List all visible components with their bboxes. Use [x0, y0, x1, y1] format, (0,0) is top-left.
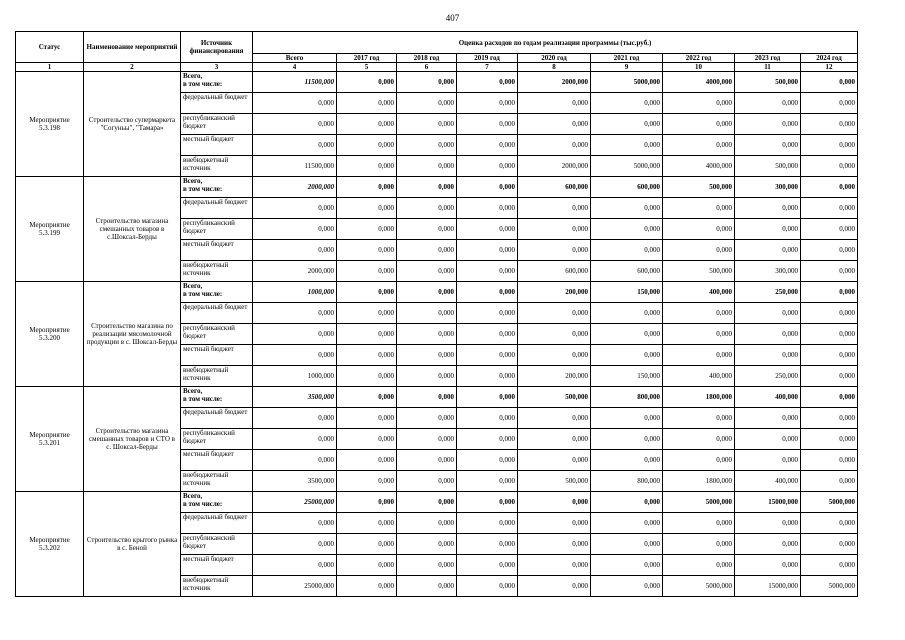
amount-cell: 400,000: [663, 282, 735, 303]
amount-cell: 0,000: [801, 177, 858, 198]
amount-cell: 0,000: [591, 135, 663, 156]
amount-cell: 0,000: [801, 93, 858, 114]
amount-cell: 0,000: [591, 576, 663, 597]
amount-cell: 0,000: [518, 240, 591, 261]
amount-cell: 0,000: [253, 324, 337, 345]
amount-cell: 0,000: [518, 555, 591, 576]
amount-cell: 0,000: [801, 156, 858, 177]
amount-cell: 0,000: [457, 282, 518, 303]
amount-cell: 0,000: [663, 534, 735, 555]
column-number: 1: [16, 63, 84, 72]
funding-source-cell: внебюджетный источник: [181, 156, 253, 177]
amount-cell: 0,000: [735, 114, 801, 135]
funding-source-cell: республиканский бюджет: [181, 324, 253, 345]
amount-cell: 0,000: [801, 219, 858, 240]
amount-cell: 0,000: [337, 240, 397, 261]
table-row: [16, 282, 858, 303]
amount-cell: 0,000: [591, 534, 663, 555]
amount-cell: 0,000: [591, 303, 663, 324]
amount-cell: 0,000: [457, 219, 518, 240]
header-year-2021: 2021 год: [591, 54, 663, 63]
amount-cell: 3500,000: [253, 471, 337, 492]
header-year-2024: 2024 год: [801, 54, 858, 63]
amount-cell: 3500,000: [253, 387, 337, 408]
funding-source-cell: республиканский бюджет: [181, 114, 253, 135]
amount-cell: 0,000: [337, 72, 397, 93]
amount-cell: 0,000: [518, 408, 591, 429]
column-number: 7: [457, 63, 518, 72]
amount-cell: 0,000: [591, 198, 663, 219]
amount-cell: 0,000: [337, 114, 397, 135]
amount-cell: 0,000: [591, 219, 663, 240]
amount-cell: 25000,000: [253, 492, 337, 513]
table-row: [16, 387, 858, 408]
amount-cell: 0,000: [397, 303, 457, 324]
amount-cell: 0,000: [337, 177, 397, 198]
amount-cell: 0,000: [801, 429, 858, 450]
amount-cell: 0,000: [735, 408, 801, 429]
table-row: [16, 72, 858, 93]
amount-cell: 0,000: [663, 345, 735, 366]
amount-cell: 0,000: [337, 429, 397, 450]
amount-cell: 0,000: [801, 387, 858, 408]
column-number: 3: [181, 63, 253, 72]
header-source: Источник финансирования: [181, 32, 253, 63]
column-numbers-row: [16, 63, 858, 72]
amount-cell: 0,000: [801, 261, 858, 282]
amount-cell: 0,000: [663, 555, 735, 576]
amount-cell: 0,000: [253, 240, 337, 261]
amount-cell: 0,000: [397, 240, 457, 261]
header-year-2019: 2019 год: [457, 54, 518, 63]
amount-cell: 4000,000: [663, 156, 735, 177]
amount-cell: 0,000: [397, 555, 457, 576]
status-cell: Мероприятие 5.3.201: [16, 387, 84, 492]
amount-cell: 0,000: [801, 303, 858, 324]
amount-cell: 5000,000: [801, 492, 858, 513]
amount-cell: 0,000: [337, 261, 397, 282]
status-cell: Мероприятие 5.3.199: [16, 177, 84, 282]
amount-cell: 150,000: [591, 282, 663, 303]
amount-cell: 0,000: [337, 408, 397, 429]
column-number: 4: [253, 63, 337, 72]
amount-cell: 0,000: [457, 93, 518, 114]
funding-source-cell: федеральный бюджет: [181, 303, 253, 324]
amount-cell: 0,000: [801, 282, 858, 303]
amount-cell: 15000,000: [735, 492, 801, 513]
amount-cell: 0,000: [591, 324, 663, 345]
funding-source-cell: Всего, в том числе:: [181, 492, 253, 513]
amount-cell: 0,000: [518, 93, 591, 114]
amount-cell: 0,000: [397, 387, 457, 408]
amount-cell: 0,000: [457, 576, 518, 597]
amount-cell: 0,000: [663, 219, 735, 240]
funding-source-cell: Всего, в том числе:: [181, 72, 253, 93]
amount-cell: 500,000: [518, 387, 591, 408]
funding-source-cell: республиканский бюджет: [181, 429, 253, 450]
amount-cell: 800,000: [591, 387, 663, 408]
funding-source-cell: федеральный бюджет: [181, 93, 253, 114]
amount-cell: 0,000: [397, 450, 457, 471]
header-status: Статус: [16, 32, 84, 63]
amount-cell: 0,000: [337, 156, 397, 177]
amount-cell: 0,000: [397, 534, 457, 555]
amount-cell: 0,000: [801, 72, 858, 93]
amount-cell: 0,000: [735, 135, 801, 156]
amount-cell: 200,000: [518, 282, 591, 303]
amount-cell: 0,000: [518, 450, 591, 471]
amount-cell: 0,000: [591, 345, 663, 366]
funding-source-cell: Всего, в том числе:: [181, 282, 253, 303]
amount-cell: 0,000: [801, 240, 858, 261]
amount-cell: 600,000: [518, 177, 591, 198]
amount-cell: 0,000: [591, 408, 663, 429]
amount-cell: 0,000: [801, 450, 858, 471]
column-number: 9: [591, 63, 663, 72]
amount-cell: 0,000: [397, 219, 457, 240]
column-number: 5: [337, 63, 397, 72]
funding-source-cell: внебюджетный источник: [181, 576, 253, 597]
header-year-2017: 2017 год: [337, 54, 397, 63]
amount-cell: 0,000: [735, 324, 801, 345]
amount-cell: 0,000: [457, 429, 518, 450]
amount-cell: 0,000: [457, 492, 518, 513]
amount-cell: 0,000: [457, 303, 518, 324]
header-name: Наименование мероприятий: [84, 32, 181, 63]
measure-name-cell: Строительство супермаркета "Согуньы", "Тамара»: [84, 72, 181, 177]
amount-cell: 0,000: [397, 114, 457, 135]
amount-cell: 15000,000: [735, 576, 801, 597]
status-cell: Мероприятие 5.3.200: [16, 282, 84, 387]
funding-source-cell: местный бюджет: [181, 450, 253, 471]
budget-table: [15, 31, 858, 597]
funding-source-cell: внебюджетный источник: [181, 261, 253, 282]
amount-cell: 0,000: [735, 555, 801, 576]
amount-cell: 0,000: [253, 534, 337, 555]
amount-cell: 0,000: [457, 408, 518, 429]
header-year-2018: 2018 год: [397, 54, 457, 63]
amount-cell: 0,000: [801, 513, 858, 534]
amount-cell: 0,000: [591, 450, 663, 471]
amount-cell: 0,000: [801, 408, 858, 429]
amount-cell: 1000,000: [253, 366, 337, 387]
amount-cell: 0,000: [397, 198, 457, 219]
amount-cell: 500,000: [735, 72, 801, 93]
amount-cell: 0,000: [663, 429, 735, 450]
header-estimate: Оценка расходов по годам реализации программы (тыс.руб.): [253, 32, 858, 54]
amount-cell: 0,000: [457, 72, 518, 93]
amount-cell: 1000,000: [253, 282, 337, 303]
amount-cell: 0,000: [735, 534, 801, 555]
amount-cell: 0,000: [397, 261, 457, 282]
amount-cell: 0,000: [337, 303, 397, 324]
amount-cell: 0,000: [457, 177, 518, 198]
column-number: 6: [397, 63, 457, 72]
amount-cell: 0,000: [663, 324, 735, 345]
amount-cell: 300,000: [735, 261, 801, 282]
amount-cell: 0,000: [337, 387, 397, 408]
measure-name-cell: Строительство крытого рынка в с. Беной: [84, 492, 181, 597]
measure-name-cell: Строительство магазина смешанных товаров и СТО в с. Шоксал-Берды: [84, 387, 181, 492]
amount-cell: 2000,000: [253, 261, 337, 282]
column-number: 11: [735, 63, 801, 72]
amount-cell: 0,000: [518, 345, 591, 366]
amount-cell: 800,000: [591, 471, 663, 492]
amount-cell: 4000,000: [663, 72, 735, 93]
amount-cell: 0,000: [591, 93, 663, 114]
amount-cell: 0,000: [518, 135, 591, 156]
amount-cell: 600,000: [591, 261, 663, 282]
amount-cell: 5000,000: [663, 492, 735, 513]
funding-source-cell: местный бюджет: [181, 345, 253, 366]
funding-source-cell: федеральный бюджет: [181, 513, 253, 534]
amount-cell: 0,000: [397, 576, 457, 597]
amount-cell: 25000,000: [253, 576, 337, 597]
amount-cell: 0,000: [663, 513, 735, 534]
table-row: [16, 492, 858, 513]
amount-cell: 0,000: [591, 240, 663, 261]
amount-cell: 0,000: [801, 114, 858, 135]
amount-cell: 0,000: [518, 429, 591, 450]
amount-cell: 0,000: [457, 345, 518, 366]
amount-cell: 0,000: [457, 450, 518, 471]
amount-cell: 0,000: [253, 429, 337, 450]
amount-cell: 0,000: [397, 135, 457, 156]
status-cell: Мероприятие 5.3.198: [16, 72, 84, 177]
measure-name-cell: Строительство магазина по реализации мясомолочной продукции в с. Шоксал-Берды: [84, 282, 181, 387]
column-number: 2: [84, 63, 181, 72]
amount-cell: 0,000: [735, 303, 801, 324]
funding-source-cell: федеральный бюджет: [181, 408, 253, 429]
amount-cell: 0,000: [397, 156, 457, 177]
amount-cell: 11500,000: [253, 156, 337, 177]
amount-cell: 0,000: [397, 513, 457, 534]
amount-cell: 0,000: [457, 366, 518, 387]
amount-cell: 0,000: [457, 513, 518, 534]
amount-cell: 0,000: [457, 114, 518, 135]
amount-cell: 0,000: [801, 324, 858, 345]
amount-cell: 5000,000: [663, 576, 735, 597]
amount-cell: 150,000: [591, 366, 663, 387]
amount-cell: 0,000: [518, 513, 591, 534]
funding-source-cell: Всего, в том числе:: [181, 177, 253, 198]
amount-cell: 0,000: [457, 387, 518, 408]
amount-cell: 500,000: [735, 156, 801, 177]
amount-cell: 0,000: [253, 93, 337, 114]
amount-cell: 0,000: [457, 471, 518, 492]
amount-cell: 300,000: [735, 177, 801, 198]
amount-cell: 600,000: [591, 177, 663, 198]
funding-source-cell: местный бюджет: [181, 240, 253, 261]
amount-cell: 0,000: [457, 156, 518, 177]
amount-cell: 0,000: [253, 345, 337, 366]
amount-cell: 0,000: [518, 534, 591, 555]
amount-cell: 0,000: [337, 534, 397, 555]
amount-cell: 0,000: [253, 450, 337, 471]
amount-cell: 0,000: [801, 135, 858, 156]
amount-cell: 0,000: [518, 576, 591, 597]
amount-cell: 0,000: [663, 198, 735, 219]
funding-source-cell: внебюджетный источник: [181, 471, 253, 492]
header-total: Всего: [253, 54, 337, 63]
amount-cell: 0,000: [457, 240, 518, 261]
amount-cell: 0,000: [253, 114, 337, 135]
amount-cell: 0,000: [663, 450, 735, 471]
amount-cell: 0,000: [663, 240, 735, 261]
amount-cell: 0,000: [591, 555, 663, 576]
amount-cell: 0,000: [457, 555, 518, 576]
amount-cell: 5000,000: [591, 156, 663, 177]
amount-cell: 0,000: [663, 135, 735, 156]
amount-cell: 0,000: [663, 303, 735, 324]
amount-cell: 0,000: [735, 198, 801, 219]
amount-cell: 5000,000: [591, 72, 663, 93]
column-number: 8: [518, 63, 591, 72]
amount-cell: 200,000: [518, 366, 591, 387]
amount-cell: 0,000: [457, 135, 518, 156]
status-cell: Мероприятие 5.3.202: [16, 492, 84, 597]
amount-cell: 500,000: [663, 177, 735, 198]
amount-cell: 1800,000: [663, 471, 735, 492]
amount-cell: 0,000: [591, 114, 663, 135]
amount-cell: 0,000: [253, 219, 337, 240]
amount-cell: 0,000: [735, 219, 801, 240]
amount-cell: 0,000: [518, 324, 591, 345]
amount-cell: 0,000: [337, 345, 397, 366]
amount-cell: 0,000: [801, 555, 858, 576]
amount-cell: 600,000: [518, 261, 591, 282]
amount-cell: 0,000: [397, 366, 457, 387]
amount-cell: 0,000: [397, 492, 457, 513]
amount-cell: 0,000: [337, 513, 397, 534]
funding-source-cell: республиканский бюджет: [181, 219, 253, 240]
funding-source-cell: Всего, в том числе:: [181, 387, 253, 408]
amount-cell: 0,000: [337, 282, 397, 303]
amount-cell: 0,000: [735, 513, 801, 534]
amount-cell: 0,000: [337, 135, 397, 156]
amount-cell: 0,000: [337, 555, 397, 576]
amount-cell: 0,000: [337, 198, 397, 219]
amount-cell: 0,000: [457, 261, 518, 282]
amount-cell: 0,000: [591, 513, 663, 534]
amount-cell: 400,000: [735, 387, 801, 408]
amount-cell: 0,000: [591, 492, 663, 513]
amount-cell: 0,000: [735, 93, 801, 114]
amount-cell: 250,000: [735, 366, 801, 387]
amount-cell: 2000,000: [518, 156, 591, 177]
page-number: 407: [445, 13, 460, 23]
header-year-2020: 2020 год: [518, 54, 591, 63]
column-number: 10: [663, 63, 735, 72]
amount-cell: 0,000: [801, 471, 858, 492]
amount-cell: 0,000: [457, 198, 518, 219]
amount-cell: 0,000: [663, 408, 735, 429]
amount-cell: 500,000: [663, 261, 735, 282]
funding-source-cell: местный бюджет: [181, 555, 253, 576]
amount-cell: 0,000: [253, 198, 337, 219]
amount-cell: 0,000: [591, 429, 663, 450]
amount-cell: 0,000: [735, 345, 801, 366]
funding-source-cell: федеральный бюджет: [181, 198, 253, 219]
amount-cell: 0,000: [735, 450, 801, 471]
measure-name-cell: Строительство магазина смешанных товаров в с.Шоксал-Берды: [84, 177, 181, 282]
amount-cell: 0,000: [663, 93, 735, 114]
amount-cell: 0,000: [801, 345, 858, 366]
amount-cell: 400,000: [735, 471, 801, 492]
header-year-2022: 2022 год: [663, 54, 735, 63]
column-number: 12: [801, 63, 858, 72]
amount-cell: 0,000: [397, 429, 457, 450]
funding-source-cell: местный бюджет: [181, 135, 253, 156]
amount-cell: 0,000: [457, 534, 518, 555]
amount-cell: 0,000: [735, 429, 801, 450]
amount-cell: 0,000: [801, 366, 858, 387]
amount-cell: 0,000: [253, 408, 337, 429]
amount-cell: 0,000: [801, 534, 858, 555]
amount-cell: 0,000: [663, 114, 735, 135]
amount-cell: 0,000: [337, 219, 397, 240]
amount-cell: 0,000: [518, 303, 591, 324]
funding-source-cell: внебюджетный источник: [181, 366, 253, 387]
table-row: [16, 177, 858, 198]
amount-cell: 0,000: [397, 72, 457, 93]
amount-cell: 0,000: [397, 471, 457, 492]
amount-cell: 0,000: [397, 282, 457, 303]
amount-cell: 250,000: [735, 282, 801, 303]
amount-cell: 5000,000: [801, 576, 858, 597]
funding-source-cell: республиканский бюджет: [181, 534, 253, 555]
amount-cell: 0,000: [457, 324, 518, 345]
amount-cell: 0,000: [397, 345, 457, 366]
amount-cell: 0,000: [397, 93, 457, 114]
amount-cell: 0,000: [337, 324, 397, 345]
amount-cell: 0,000: [397, 324, 457, 345]
amount-cell: 0,000: [253, 513, 337, 534]
amount-cell: 0,000: [397, 408, 457, 429]
amount-cell: 0,000: [337, 492, 397, 513]
amount-cell: 0,000: [337, 471, 397, 492]
amount-cell: 0,000: [253, 555, 337, 576]
amount-cell: 0,000: [397, 177, 457, 198]
amount-cell: 0,000: [518, 198, 591, 219]
amount-cell: 500,000: [518, 471, 591, 492]
amount-cell: 2000,000: [518, 72, 591, 93]
amount-cell: 0,000: [253, 303, 337, 324]
amount-cell: 0,000: [518, 114, 591, 135]
amount-cell: 1800,000: [663, 387, 735, 408]
amount-cell: 0,000: [518, 219, 591, 240]
amount-cell: 11500,000: [253, 72, 337, 93]
amount-cell: 0,000: [337, 93, 397, 114]
amount-cell: 0,000: [337, 366, 397, 387]
amount-cell: 0,000: [801, 198, 858, 219]
amount-cell: 2000,000: [253, 177, 337, 198]
amount-cell: 400,000: [663, 366, 735, 387]
amount-cell: 0,000: [518, 492, 591, 513]
header-year-2023: 2023 год: [735, 54, 801, 63]
amount-cell: 0,000: [337, 450, 397, 471]
amount-cell: 0,000: [735, 240, 801, 261]
amount-cell: 0,000: [253, 135, 337, 156]
amount-cell: 0,000: [337, 576, 397, 597]
